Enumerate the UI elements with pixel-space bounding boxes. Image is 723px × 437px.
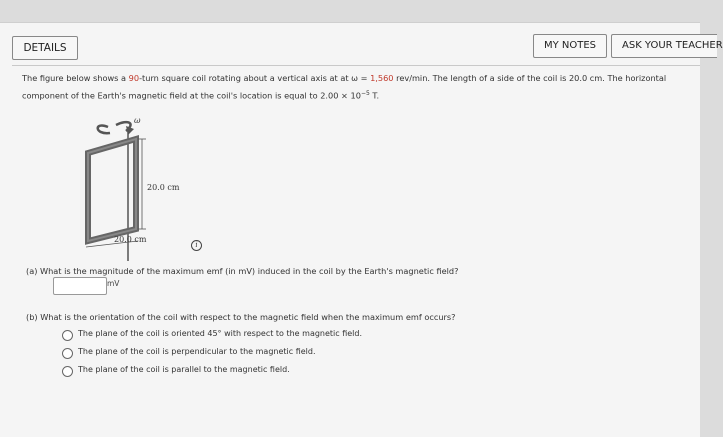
question-card: [0, 22, 723, 437]
problem-statement: [22, 71, 712, 104]
problem-text: T.: [369, 90, 380, 101]
option-label-45[interactable]: The plane of the coil is oriented 45° with respect to the magnetic field.: [78, 329, 363, 338]
part-a-question: (a) What is the magnitude of the maximum emf (in mV) induced in the coil by the Earth's magnetic field?: [26, 266, 459, 276]
rotation-arrow-icon: [98, 125, 110, 133]
coil-figure: [76, 111, 196, 261]
problem-line-2: [22, 86, 712, 104]
omega-value: 1,560: [370, 73, 394, 83]
ask-teacher-button[interactable]: ASK YOUR TEACHER: [611, 34, 717, 58]
problem-text: component of the Earth's magnetic field at the coil's location is equal to 2.00 × 10: [22, 90, 361, 101]
problem-text: The figure below shows a: [22, 73, 129, 83]
problem-text: rev/min. The length of a side of the coil is 20.0 cm. The horizontal: [393, 73, 667, 83]
problem-text: -turn square coil rotating about a vertical axis at at ω =: [139, 73, 371, 83]
option-radio-parallel[interactable]: [62, 366, 73, 377]
my-notes-button[interactable]: MY NOTES: [533, 34, 607, 58]
exponent: −5: [360, 90, 370, 97]
option-radio-perpendicular[interactable]: [62, 348, 73, 359]
square-coil: [88, 139, 136, 241]
option-label-parallel[interactable]: The plane of the coil is parallel to the magnetic field.: [78, 365, 290, 374]
turns-value: 90: [128, 73, 140, 83]
part-b-question: (b) What is the orientation of the coil with respect to the magnetic field when the maximum emf occurs?: [26, 312, 456, 322]
details-button[interactable]: DETAILS: [12, 36, 78, 60]
height-dimension-label: 20.0 cm: [147, 183, 180, 192]
option-radio-45[interactable]: [62, 330, 73, 341]
problem-line-1: [22, 71, 712, 86]
omega-label: ω: [134, 116, 141, 125]
header-divider: [12, 65, 700, 66]
emf-answer-input[interactable]: [53, 277, 107, 295]
width-dimension-label: 20.0 cm: [114, 235, 147, 244]
square-coil-inner: [88, 139, 136, 241]
info-icon[interactable]: i: [191, 240, 202, 251]
unit-label: mV: [107, 279, 120, 288]
option-label-perpendicular[interactable]: The plane of the coil is perpendicular to the magnetic field.: [78, 347, 316, 356]
